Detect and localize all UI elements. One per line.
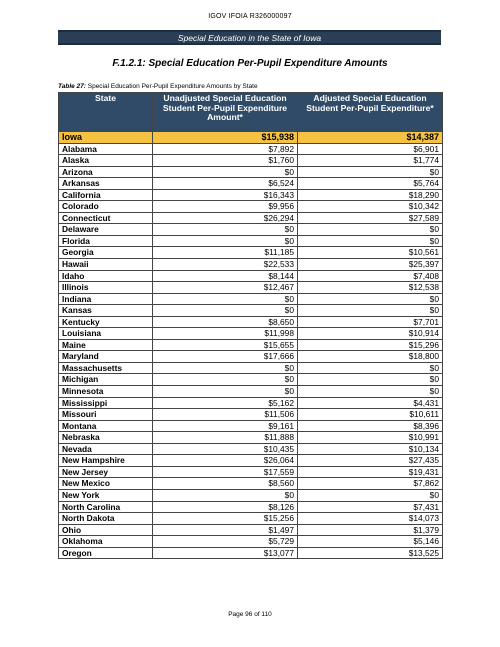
table-row — [59, 374, 443, 386]
banner-title: Special Education in the State of Iowa — [177, 32, 322, 43]
state-cell: Colorado — [59, 201, 153, 213]
table-row — [59, 270, 443, 282]
adjusted-cell: $14,073 — [298, 513, 443, 525]
table-caption — [58, 83, 258, 90]
unadjusted-cell: $0 — [153, 305, 298, 317]
adjusted-cell: $13,525 — [298, 547, 443, 559]
adjusted-cell: $5,764 — [298, 178, 443, 190]
state-cell: Montana — [59, 420, 153, 432]
unadjusted-cell: $0 — [153, 166, 298, 178]
table-row — [59, 293, 443, 305]
table-row — [59, 224, 443, 236]
table-row — [59, 247, 443, 259]
table-caption-label: Table 27: — [58, 83, 86, 90]
unadjusted-cell: $0 — [153, 362, 298, 374]
adjusted-cell: $7,701 — [298, 316, 443, 328]
table-row — [59, 513, 443, 525]
table-row — [59, 305, 443, 317]
adjusted-cell: $0 — [298, 362, 443, 374]
unadjusted-cell: $0 — [153, 293, 298, 305]
state-cell: Iowa — [59, 132, 153, 144]
unadjusted-cell: $11,888 — [153, 432, 298, 444]
table-row — [59, 362, 443, 374]
state-cell: Georgia — [59, 247, 153, 259]
table-row — [59, 155, 443, 167]
unadjusted-cell: $17,559 — [153, 466, 298, 478]
section-title: F.1.2.1: Special Education Per-Pupil Expenditure Amounts — [112, 58, 388, 69]
table-row — [59, 201, 443, 213]
table-row — [59, 178, 443, 190]
unadjusted-cell: $11,185 — [153, 247, 298, 259]
header-unadjusted: Unadjusted Special Education Student Per-Pupil Expenditure Amount* — [153, 93, 298, 132]
adjusted-cell: $6,901 — [298, 143, 443, 155]
table-row — [59, 397, 443, 409]
table-row — [59, 339, 443, 351]
adjusted-cell: $10,991 — [298, 432, 443, 444]
state-cell: Maine — [59, 339, 153, 351]
adjusted-cell: $18,800 — [298, 351, 443, 363]
header-state: State — [59, 93, 153, 132]
table-row — [59, 547, 443, 559]
state-cell: Alabama — [59, 143, 153, 155]
state-cell: Oklahoma — [59, 536, 153, 548]
state-cell: Nevada — [59, 443, 153, 455]
adjusted-cell: $10,914 — [298, 328, 443, 340]
table-row — [59, 189, 443, 201]
state-cell: North Carolina — [59, 501, 153, 513]
adjusted-cell: $0 — [298, 489, 443, 501]
adjusted-cell: $4,431 — [298, 397, 443, 409]
table-row — [59, 351, 443, 363]
table-row — [59, 478, 443, 490]
table-caption-text: Special Education Per-Pupil Expenditure Amounts by State — [85, 83, 258, 90]
state-cell: Oregon — [59, 547, 153, 559]
state-cell: Maryland — [59, 351, 153, 363]
unadjusted-cell: $0 — [153, 374, 298, 386]
state-cell: North Dakota — [59, 513, 153, 525]
table-row — [59, 328, 443, 340]
unadjusted-cell: $0 — [153, 386, 298, 398]
state-cell: Illinois — [59, 282, 153, 294]
state-cell: Nebraska — [59, 432, 153, 444]
state-cell: Minnesota — [59, 386, 153, 398]
unadjusted-cell: $8,560 — [153, 478, 298, 490]
unadjusted-cell: $0 — [153, 224, 298, 236]
adjusted-cell: $14,387 — [298, 132, 443, 144]
table-row — [59, 455, 443, 467]
unadjusted-cell: $5,729 — [153, 536, 298, 548]
state-cell: Indiana — [59, 293, 153, 305]
adjusted-cell: $7,408 — [298, 270, 443, 282]
state-cell: Delaware — [59, 224, 153, 236]
table-row — [59, 235, 443, 247]
table-header-row — [59, 93, 443, 132]
unadjusted-cell: $22,533 — [153, 259, 298, 271]
table-row — [59, 143, 443, 155]
adjusted-cell: $0 — [298, 166, 443, 178]
adjusted-cell: $0 — [298, 386, 443, 398]
adjusted-cell: $27,589 — [298, 212, 443, 224]
adjusted-cell: $12,538 — [298, 282, 443, 294]
adjusted-cell: $0 — [298, 235, 443, 247]
adjusted-cell: $10,342 — [298, 201, 443, 213]
adjusted-cell: $10,561 — [298, 247, 443, 259]
document-id: IGOV IFOIA R326000097 — [208, 13, 292, 20]
unadjusted-cell: $0 — [153, 489, 298, 501]
table-row — [59, 282, 443, 294]
adjusted-cell: $27,435 — [298, 455, 443, 467]
adjusted-cell: $8,396 — [298, 420, 443, 432]
state-cell: Arkansas — [59, 178, 153, 190]
unadjusted-cell: $8,144 — [153, 270, 298, 282]
unadjusted-cell: $15,655 — [153, 339, 298, 351]
page-number: Page 96 of 110 — [228, 611, 272, 618]
adjusted-cell: $5,146 — [298, 536, 443, 548]
adjusted-cell: $10,134 — [298, 443, 443, 455]
unadjusted-cell: $26,064 — [153, 455, 298, 467]
table-row — [59, 132, 443, 144]
table-row — [59, 166, 443, 178]
state-cell: Mississippi — [59, 397, 153, 409]
state-cell: New Jersey — [59, 466, 153, 478]
state-cell: New Mexico — [59, 478, 153, 490]
state-cell: Kansas — [59, 305, 153, 317]
adjusted-cell: $15,296 — [298, 339, 443, 351]
unadjusted-cell: $1,760 — [153, 155, 298, 167]
state-cell: Louisiana — [59, 328, 153, 340]
unadjusted-cell: $6,524 — [153, 178, 298, 190]
unadjusted-cell: $16,343 — [153, 189, 298, 201]
unadjusted-cell: $8,650 — [153, 316, 298, 328]
state-cell: Ohio — [59, 524, 153, 536]
table-row — [59, 501, 443, 513]
table-row — [59, 489, 443, 501]
table-row — [59, 386, 443, 398]
unadjusted-cell: $11,998 — [153, 328, 298, 340]
expenditure-table — [58, 92, 443, 559]
unadjusted-cell: $1,497 — [153, 524, 298, 536]
table-row — [59, 212, 443, 224]
adjusted-cell: $19,431 — [298, 466, 443, 478]
state-cell: New York — [59, 489, 153, 501]
state-cell: Michigan — [59, 374, 153, 386]
unadjusted-cell: $9,956 — [153, 201, 298, 213]
unadjusted-cell: $9,161 — [153, 420, 298, 432]
state-cell: Kentucky — [59, 316, 153, 328]
table-row — [59, 443, 443, 455]
unadjusted-cell: $15,256 — [153, 513, 298, 525]
unadjusted-cell: $13,077 — [153, 547, 298, 559]
adjusted-cell: $0 — [298, 374, 443, 386]
adjusted-cell: $7,431 — [298, 501, 443, 513]
unadjusted-cell: $0 — [153, 235, 298, 247]
unadjusted-cell: $26,294 — [153, 212, 298, 224]
adjusted-cell: $18,290 — [298, 189, 443, 201]
unadjusted-cell: $12,467 — [153, 282, 298, 294]
table-row — [59, 536, 443, 548]
state-cell: California — [59, 189, 153, 201]
unadjusted-cell: $11,506 — [153, 409, 298, 421]
state-cell: Massachusetts — [59, 362, 153, 374]
unadjusted-cell: $7,892 — [153, 143, 298, 155]
unadjusted-cell: $5,162 — [153, 397, 298, 409]
adjusted-cell: $0 — [298, 305, 443, 317]
state-cell: Missouri — [59, 409, 153, 421]
state-cell: Idaho — [59, 270, 153, 282]
unadjusted-cell: $8,126 — [153, 501, 298, 513]
state-cell: Hawaii — [59, 259, 153, 271]
section-banner — [58, 30, 441, 45]
adjusted-cell: $1,379 — [298, 524, 443, 536]
table-row — [59, 432, 443, 444]
adjusted-cell: $0 — [298, 293, 443, 305]
state-cell: New Hampshire — [59, 455, 153, 467]
header-adjusted: Adjusted Special Education Student Per-Pupil Expenditure* — [298, 93, 443, 132]
adjusted-cell: $1,774 — [298, 155, 443, 167]
table-row — [59, 420, 443, 432]
adjusted-cell: $0 — [298, 224, 443, 236]
state-cell: Florida — [59, 235, 153, 247]
adjusted-cell: $10,611 — [298, 409, 443, 421]
unadjusted-cell: $15,938 — [153, 132, 298, 144]
state-cell: Arizona — [59, 166, 153, 178]
adjusted-cell: $25,397 — [298, 259, 443, 271]
table-row — [59, 466, 443, 478]
unadjusted-cell: $17,666 — [153, 351, 298, 363]
unadjusted-cell: $10,435 — [153, 443, 298, 455]
table-row — [59, 259, 443, 271]
table-row — [59, 524, 443, 536]
table-row — [59, 316, 443, 328]
adjusted-cell: $7,862 — [298, 478, 443, 490]
state-cell: Connecticut — [59, 212, 153, 224]
table-row — [59, 409, 443, 421]
state-cell: Alaska — [59, 155, 153, 167]
